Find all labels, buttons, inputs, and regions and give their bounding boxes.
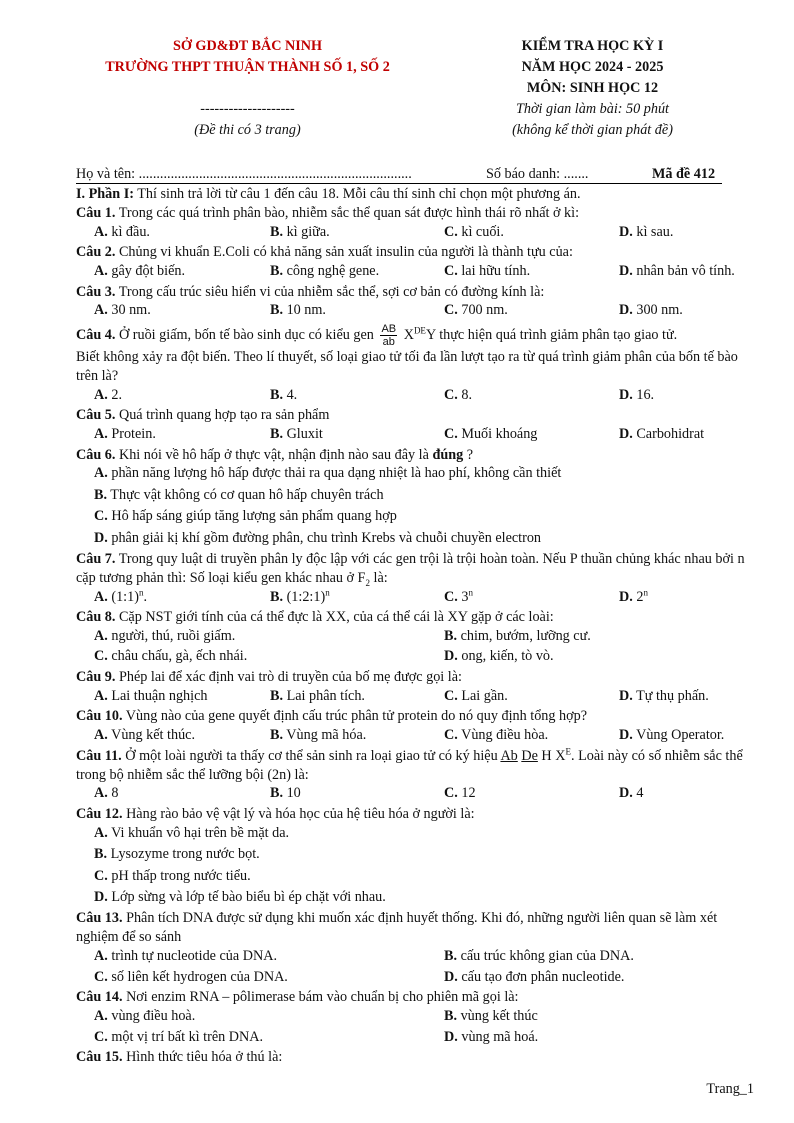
- option-c[interactable]: C. Hô hấp sáng giúp tăng lượng sản phẩm quang hợp: [94, 508, 397, 525]
- option-a[interactable]: A. trình tự nucleotide của DNA.: [94, 948, 278, 964]
- options-q2: [76, 262, 756, 283]
- option-c[interactable]: C. Muối khoáng: [444, 425, 538, 442]
- question-7: Câu 7. Trong quy luật di truyền phân ly độc lập với các gen trội là trội hoàn toàn. Nếu P thuần chủng khác nhau bởi n cặp tương phản thì: Số loại kiểu gen khác nhau ở $F_2$ là:: [76, 550, 745, 588]
- exam-content: [76, 185, 756, 1067]
- question-14: Câu 14. Nơi enzim RNA – pôlimerase bám vào chuẩn bị cho phiên mã gọi là:: [76, 989, 519, 1006]
- option-d[interactable]: D. nhân bản vô tính.: [619, 262, 735, 279]
- option-d[interactable]: D. vùng mã hoá.: [444, 1028, 539, 1045]
- option-a[interactable]: A. 2.: [94, 386, 122, 403]
- question-11: Câu 11. Ở một loài người ta thấy cơ thể sản sinh ra loại giao tử có ký hiệu Ab De H $X^E$. Loài này có số nhiễm sắc thể trong bộ nhiễm sắc thể lưỡng bội (2n) là:: [76, 746, 743, 783]
- question-3: Câu 3. Trong cấu trúc siêu hiển vi của nhiễm sắc thể, sợi cơ bản có đường kính là:: [76, 283, 545, 300]
- department-name: SỞ GD&ĐT BẮC NINH: [172, 38, 323, 54]
- option-a[interactable]: A. Vùng kết thúc.: [94, 727, 196, 744]
- options-q14-row2: [76, 1028, 756, 1049]
- page-number: Trang_1: [706, 1081, 754, 1097]
- part-instruction: I. Phần I: Thí sinh trả lời từ câu 1 đến câu 18. Mỗi câu thí sinh chỉ chọn một phương án.: [76, 186, 581, 202]
- question-4-continued: Biết không xảy ra đột biến. Theo lí thuyết, số loại giao tử tối đa lần lượt tạo ra từ quá trình giảm phân của bốn tế bào trên là?: [76, 348, 738, 384]
- option-d[interactable]: D. Lớp sừng và lớp tế bào biểu bì ép chặt với nhau.: [94, 889, 386, 906]
- header-divider: [76, 183, 722, 184]
- option-c[interactable]: C. lai hữu tính.: [444, 262, 531, 279]
- option-c[interactable]: C. 700 nm.: [444, 302, 508, 319]
- options-q10: [76, 726, 756, 747]
- exam-code: Mã đề 412: [652, 166, 716, 182]
- option-d[interactable]: D. Tự thụ phấn.: [619, 687, 709, 704]
- divider-dashes: --------------------: [200, 101, 295, 117]
- question-2: Câu 2. Chủng vi khuẩn E.Coli có khả năng sản xuất insulin của người là thành tựu của:: [76, 244, 573, 261]
- options-q8-row1: [76, 627, 756, 648]
- option-b[interactable]: B. vùng kết thúc: [444, 1007, 538, 1024]
- pages-note: (Đề thi có 3 trang): [194, 122, 301, 138]
- option-a[interactable]: A. phần năng lượng hô hấp được thải ra qua dạng nhiệt là hao phí, không cần thiết: [94, 465, 562, 482]
- options-q5: [76, 425, 756, 446]
- option-d[interactable]: D. 16.: [619, 386, 655, 403]
- header-left: [75, 36, 420, 141]
- candidate-number-field[interactable]: Số báo danh: .......: [486, 166, 589, 182]
- option-b[interactable]: B. kì giữa.: [270, 223, 330, 240]
- option-a[interactable]: A. Protein.: [94, 425, 156, 442]
- options-q9: [76, 687, 756, 708]
- option-a[interactable]: A. 30 nm.: [94, 302, 151, 319]
- option-c[interactable]: C. một vị trí bất kì trên DNA.: [94, 1028, 264, 1045]
- option-c[interactable]: C. số liên kết hydrogen của DNA.: [94, 968, 288, 985]
- option-b[interactable]: B. Thực vật không có cơ quan hô hấp chuyên trách: [94, 486, 384, 503]
- option-b[interactable]: B. Lai phân tích.: [270, 687, 365, 704]
- option-a[interactable]: A. người, thú, ruồi giấm.: [94, 627, 236, 644]
- question-8: Câu 8. Cặp NST giới tính của cá thể đực là XX, của cá thể cái là XY gặp ở các loài:: [76, 609, 554, 626]
- option-d[interactable]: D. 4: [619, 785, 644, 802]
- option-b[interactable]: B. 10 nm.: [270, 302, 326, 319]
- option-a[interactable]: A. (1:1)$^n$.: [94, 586, 147, 605]
- question-9: Câu 9. Phép lai để xác định vai trò di truyền của bố mẹ được gọi là:: [76, 669, 462, 686]
- question-6: Câu 6. Khi nói về hô hấp ở thực vật, nhận định nào sau đây là đúng ?: [76, 446, 474, 463]
- options-q1: [76, 223, 756, 244]
- option-c[interactable]: C. Vùng điều hòa.: [444, 727, 549, 744]
- school-year: NĂM HỌC 2024 - 2025: [521, 59, 664, 75]
- option-d[interactable]: D. ong, kiến, tò vò.: [444, 648, 554, 665]
- option-b[interactable]: B. Gluxit: [270, 425, 323, 442]
- part-title: I. Phần I:: [76, 186, 134, 202]
- option-d[interactable]: D. cấu tạo đơn phân nucleotide.: [444, 968, 625, 985]
- options-q8-row2: [76, 647, 756, 668]
- name-field[interactable]: Họ và tên: .............................................................................: [76, 166, 412, 182]
- option-b[interactable]: B. cấu trúc không gian của DNA.: [444, 948, 634, 964]
- question-10: Câu 10. Vùng nào của gene quyết định cấu trúc phân tử protein do nó quy định tổng hợp?: [76, 708, 588, 725]
- genotype-fraction: $\frac{AB}{ab}$: [381, 323, 397, 349]
- option-d[interactable]: D. kì sau.: [619, 223, 674, 240]
- question-13: Câu 13. Phân tích DNA được sử dụng khi muốn xác định huyết thống. Khi đó, những người liên quan sẽ làm xét nghiệm để so sánh: [76, 910, 718, 946]
- question-12: Câu 12. Hàng rào bảo vệ vật lý và hóa học của hệ tiêu hóa ở người là:: [76, 806, 475, 823]
- options-q3: [76, 301, 756, 322]
- header-right: [480, 36, 705, 141]
- options-q13-row1: [76, 947, 756, 968]
- option-c[interactable]: C. châu chấu, gà, ếch nhái.: [94, 648, 248, 665]
- option-a[interactable]: A. gây đột biến.: [94, 262, 186, 279]
- option-c[interactable]: C. 8.: [444, 386, 472, 403]
- question-4: Câu 4. Ở ruồi giấm, bốn tế bào sinh dục có kiểu gen $\frac{AB}{ab}$ XDEY thực hiện quá trình giảm phân tạo giao tử.: [76, 323, 678, 349]
- time-note: (không kể thời gian phát đề): [512, 122, 673, 138]
- option-c[interactable]: C. kì cuối.: [444, 223, 504, 240]
- option-c[interactable]: C. 12: [444, 785, 476, 802]
- option-b[interactable]: B. Vùng mã hóa.: [270, 727, 367, 744]
- option-b[interactable]: B. Lysozyme trong nước bọt.: [94, 846, 260, 863]
- option-d[interactable]: D. 2$^n$: [619, 586, 648, 605]
- option-a[interactable]: A. Vi khuẩn vô hại trên bề mặt da.: [94, 824, 290, 841]
- options-q11: [76, 784, 756, 805]
- option-a[interactable]: A. vùng điều hoà.: [94, 1007, 196, 1024]
- option-d[interactable]: D. Vùng Operator.: [619, 727, 725, 744]
- exam-title: KIỂM TRA HỌC KỲ I: [521, 38, 664, 54]
- option-d[interactable]: D. Carbohidrat: [619, 425, 705, 442]
- option-c[interactable]: C. pH thấp trong nước tiểu.: [94, 867, 251, 884]
- options-q13-row2: [76, 968, 756, 989]
- options-q4: [76, 386, 756, 407]
- question-5: Câu 5. Quá trình quang hợp tạo ra sản phẩm: [76, 407, 330, 424]
- school-name: TRƯỜNG THPT THUẬN THÀNH SỐ 1, SỐ 2: [105, 59, 390, 75]
- subject: MÔN: SINH HỌC 12: [526, 80, 659, 96]
- option-b[interactable]: B. chim, bướm, lưỡng cư.: [444, 627, 591, 644]
- question-15: Câu 15. Hình thức tiêu hóa ở thú là:: [76, 1049, 283, 1066]
- option-a[interactable]: A. Lai thuận nghịch: [94, 687, 208, 704]
- option-c[interactable]: C. 3$^n$: [444, 586, 473, 605]
- option-b[interactable]: B. 4.: [270, 386, 298, 403]
- time-limit: Thời gian làm bài: 50 phút: [515, 101, 669, 117]
- option-b[interactable]: B. công nghệ gene.: [270, 262, 380, 279]
- option-c[interactable]: C. Lai gần.: [444, 687, 508, 704]
- option-a[interactable]: A. 8: [94, 785, 119, 802]
- option-d[interactable]: D. 300 nm.: [619, 302, 683, 319]
- options-q7: [76, 588, 756, 609]
- question-1: Câu 1. Trong các quá trình phân bào, nhiễm sắc thể quan sát được hình thái rõ nhất ở kì:: [76, 204, 580, 221]
- student-info-row: [76, 165, 722, 183]
- option-a[interactable]: A. kì đầu.: [94, 223, 150, 240]
- option-b[interactable]: B. 10: [270, 785, 301, 802]
- options-q14-row1: [76, 1007, 756, 1028]
- option-b[interactable]: B. (1:2:1)$^n$: [270, 586, 330, 605]
- option-d[interactable]: D. phân giải kị khí gồm đường phân, chu trình Krebs và chuỗi chuyền electron: [94, 529, 542, 546]
